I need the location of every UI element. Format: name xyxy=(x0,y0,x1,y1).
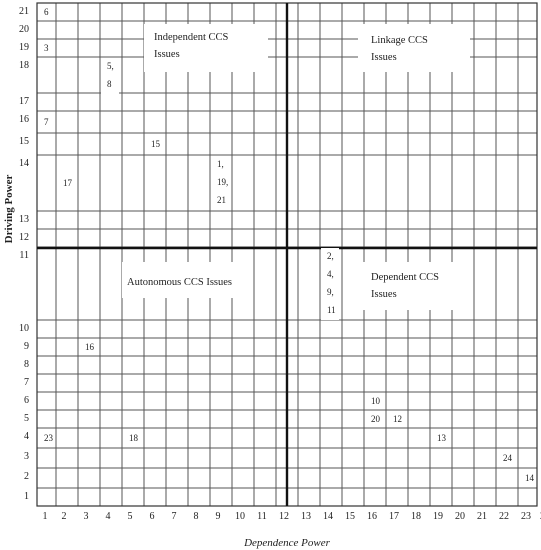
data-point-label: 9, xyxy=(327,287,334,297)
data-point-label: 7 xyxy=(44,117,49,127)
data-point-label: 4, xyxy=(327,269,334,279)
y-tick-label: 14 xyxy=(19,158,29,169)
x-tick-label: 14 xyxy=(323,511,333,522)
quadrant-label: Issues xyxy=(154,49,180,60)
data-point xyxy=(85,342,95,352)
data-point-label: 2, xyxy=(327,251,334,261)
data-point xyxy=(101,58,119,94)
y-tick-label: 4 xyxy=(24,431,29,442)
y-tick-label: 10 xyxy=(19,323,29,334)
data-point-label: 20 xyxy=(371,414,380,424)
data-point-label: 23 xyxy=(44,433,53,443)
data-point-label: 21 xyxy=(217,195,226,205)
data-point-label: 16 xyxy=(85,342,94,352)
data-point-label: 3 xyxy=(44,43,49,53)
data-point xyxy=(44,433,54,443)
quadrant-label: Issues xyxy=(371,289,397,300)
x-tick-label: 16 xyxy=(367,511,377,522)
data-point xyxy=(437,433,447,443)
data-point xyxy=(44,7,49,17)
x-tick-label: 9 xyxy=(215,511,221,522)
quadrant-labels xyxy=(127,32,439,300)
y-tick-label: 15 xyxy=(19,136,29,147)
x-tick-label: 11 xyxy=(257,511,267,522)
x-tick-label: 15 xyxy=(345,511,355,522)
x-tick-label: 2 xyxy=(61,511,67,522)
y-tick-label: 3 xyxy=(24,451,29,462)
y-tick-label: 2 xyxy=(24,471,29,482)
data-point xyxy=(371,396,381,406)
data-point xyxy=(525,473,535,483)
x-tick-label: 12 xyxy=(279,511,289,522)
x-tick-label: 20 xyxy=(455,511,465,522)
y-axis-ticks xyxy=(19,6,29,502)
data-point-label: 17 xyxy=(63,178,72,188)
x-tick-label: 17 xyxy=(389,511,399,522)
quadrant-label-backgrounds xyxy=(122,24,470,310)
data-point xyxy=(151,139,161,149)
y-tick-label: 6 xyxy=(24,395,29,406)
data-point xyxy=(211,156,229,210)
quadrant-label: Independent CCS xyxy=(154,32,229,43)
y-tick-label: 5 xyxy=(24,413,29,424)
quadrant-label: Dependent CCS xyxy=(371,272,439,283)
x-axis-ticks xyxy=(43,511,541,522)
data-point xyxy=(129,433,139,443)
quadrant-label: Linkage CCS xyxy=(371,35,428,46)
data-point-label: 1, xyxy=(217,159,224,169)
x-tick-label: 22 xyxy=(499,511,509,522)
quadrant-label: Issues xyxy=(371,52,397,63)
x-tick-label: 13 xyxy=(301,511,311,522)
x-tick-label: 8 xyxy=(193,511,199,522)
y-tick-label: 7 xyxy=(24,377,29,388)
x-tick-label: 4 xyxy=(105,511,111,522)
x-tick-label: 19 xyxy=(433,511,443,522)
quadrant-label: Autonomous CCS Issues xyxy=(127,277,233,288)
x-tick-label: 18 xyxy=(411,511,421,522)
data-point-label: 19, xyxy=(217,177,229,187)
data-point-label: 14 xyxy=(525,473,534,483)
data-point-label: 18 xyxy=(129,433,138,443)
x-tick-label: 21 xyxy=(477,511,487,522)
y-tick-label: 17 xyxy=(19,96,29,107)
y-axis-title: Driving Power xyxy=(3,174,15,244)
x-tick-label: 1 xyxy=(42,511,48,522)
x-tick-label: 23 xyxy=(521,511,531,522)
data-point xyxy=(371,414,381,424)
data-point-label: 15 xyxy=(151,139,160,149)
data-point-label: 10 xyxy=(371,396,380,406)
data-point-label: 24 xyxy=(503,453,512,463)
x-tick-label: 6 xyxy=(149,511,155,522)
data-point xyxy=(44,43,49,53)
quadrant-label-background xyxy=(358,24,470,72)
data-point-label: 6 xyxy=(44,7,49,17)
x-tick-label: 7 xyxy=(171,511,177,522)
data-point xyxy=(321,248,339,320)
y-tick-label: 19 xyxy=(19,42,29,53)
y-tick-label: 12 xyxy=(19,232,29,243)
x-axis-title: Dependence Power xyxy=(244,537,330,549)
y-tick-label: 20 xyxy=(19,24,29,35)
data-point xyxy=(63,178,73,188)
data-point-label: 13 xyxy=(437,433,446,443)
data-point xyxy=(503,453,513,463)
data-point-label: 11 xyxy=(327,305,336,315)
data-point-label: 5, xyxy=(107,61,114,71)
y-tick-label: 11 xyxy=(19,250,29,261)
x-tick-label: 3 xyxy=(83,511,89,522)
x-tick-label: 10 xyxy=(235,511,245,522)
y-tick-label: 1 xyxy=(24,491,29,502)
data-point xyxy=(44,117,49,127)
quadrant-label-background xyxy=(356,262,468,310)
y-tick-label: 18 xyxy=(19,60,29,71)
y-tick-label: 21 xyxy=(19,6,29,17)
data-point-label: 8 xyxy=(107,79,112,89)
x-tick-label: 5 xyxy=(127,511,133,522)
y-tick-label: 9 xyxy=(24,341,29,352)
y-tick-label: 13 xyxy=(19,214,29,225)
data-point xyxy=(393,414,402,424)
y-tick-label: 8 xyxy=(24,359,29,370)
y-tick-label: 16 xyxy=(19,114,29,125)
data-point-label: 12 xyxy=(393,414,402,424)
